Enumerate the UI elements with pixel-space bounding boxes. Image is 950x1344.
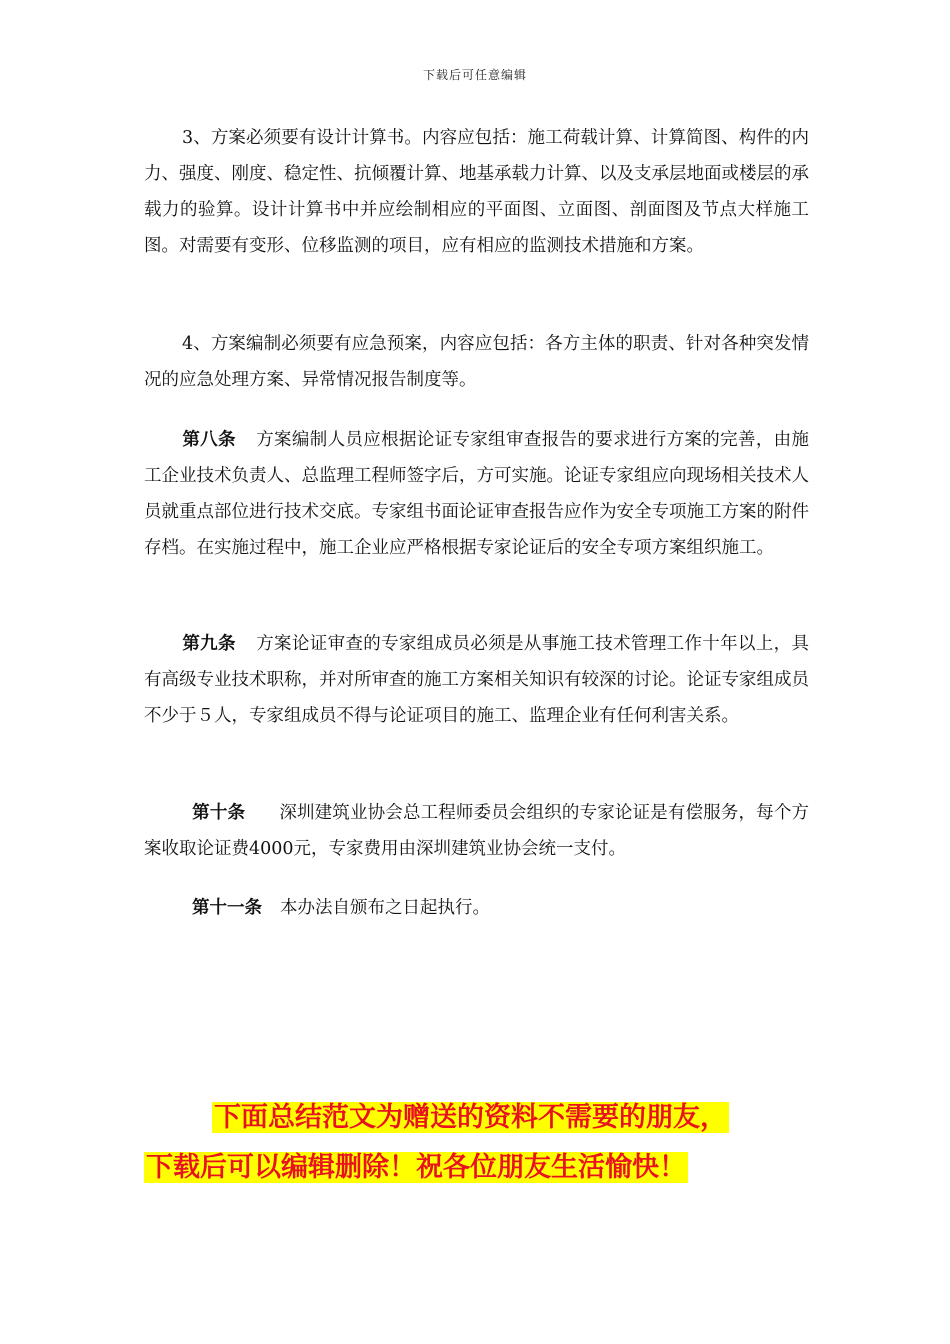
- article-8: [144, 422, 809, 566]
- paragraph-3-text: 3、方案必须要有设计计算书。内容应包括：施工荷载计算、计算简图、构件的内力、强度、刚度、稳定性、抗倾覆计算、地基承载力计算、以及支承层地面或楼层的承载力的验算。设计计算书中并应绘制相应的平面图、立面图、剖面图及节点大样施工图。对需要有变形、位移监测的项目，应有相应的监测技术措施和方案。: [144, 128, 809, 256]
- article-10: [144, 795, 809, 867]
- article-8-number: 第八条: [182, 430, 236, 450]
- paragraph-4-text: 4、方案编制必须要有应急预案，内容应包括：各方主体的职责、针对各种突发情况的应急处理方案、异常情况报告制度等。: [144, 334, 809, 390]
- article-9: [144, 626, 809, 734]
- article-11-text: 本办法自颁布之日起执行。: [280, 898, 490, 918]
- article-10-text: 深圳建筑业协会总工程师委员会组织的专家论证是有偿服务，每个方案收取论证费4000元，专家费用由深圳建筑业协会统一支付。: [144, 803, 810, 859]
- promo-line-2: [144, 1151, 824, 1185]
- promo-line-1-text: 下面总结范文为赠送的资料不需要的朋友，: [214, 1102, 727, 1133]
- promo-line-1: [144, 1101, 824, 1135]
- article-11-number: 第十一条: [192, 898, 262, 918]
- article-9-text: 方案论证审查的专家组成员必须是从事施工技术管理工作十年以上，具有高级专业技术职称，并对所审查的施工方案相关知识有较深的讨论。论证专家组成员不少于５人，专家组成员不得与论证项目的施工、监理企业有任何利害关系。: [144, 634, 810, 726]
- article-11: [144, 890, 809, 926]
- promo-line-2-text: 下载后可以编辑删除！祝各位朋友生活愉快！: [146, 1152, 686, 1183]
- article-10-number: 第十条: [192, 803, 246, 823]
- paragraph-3: [144, 120, 809, 264]
- article-9-number: 第九条: [182, 634, 236, 654]
- paragraph-4: [144, 326, 809, 398]
- page-header: 下载后可任意编辑: [422, 68, 527, 82]
- article-8-text: 方案编制人员应根据论证专家组审查报告的要求进行方案的完善，由施工企业技术负责人、总监理工程师签字后，方可实施。论证专家组应向现场相关技术人员就重点部位进行技术交底。专家组书面论证审查报告应作为安全专项施工方案的附件存档。在实施过程中，施工企业应严格根据专家论证后的安全专项方案组织施工。: [144, 430, 810, 558]
